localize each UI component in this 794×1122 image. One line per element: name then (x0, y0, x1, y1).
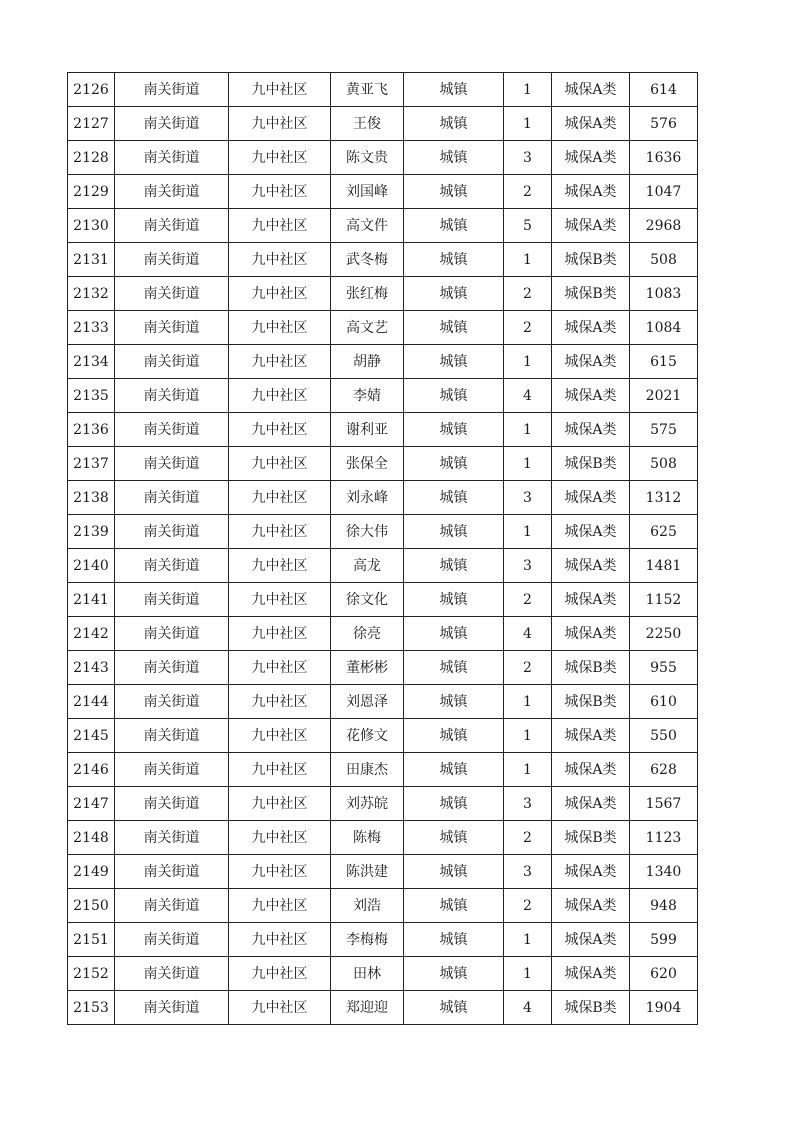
name-cell: 陈文贵 (331, 141, 404, 175)
area-type-cell: 城镇 (404, 651, 504, 685)
community-cell: 九中社区 (229, 991, 331, 1025)
table-row (68, 447, 698, 481)
table-row (68, 719, 698, 753)
household-size-cell: 1 (504, 957, 552, 991)
amount-cell: 614 (630, 73, 698, 107)
subdistrict-cell: 南关街道 (115, 651, 229, 685)
subdistrict-cell: 南关街道 (115, 957, 229, 991)
household-size-cell: 5 (504, 209, 552, 243)
category-cell: 城保A类 (552, 855, 630, 889)
row-number-cell: 2136 (68, 413, 115, 447)
amount-cell: 1340 (630, 855, 698, 889)
area-type-cell: 城镇 (404, 209, 504, 243)
name-cell: 王俊 (331, 107, 404, 141)
amount-cell: 628 (630, 753, 698, 787)
table-row (68, 991, 698, 1025)
community-cell: 九中社区 (229, 447, 331, 481)
name-cell: 刘恩泽 (331, 685, 404, 719)
name-cell: 黄亚飞 (331, 73, 404, 107)
table-row (68, 209, 698, 243)
name-cell: 胡静 (331, 345, 404, 379)
household-size-cell: 3 (504, 549, 552, 583)
amount-cell: 599 (630, 923, 698, 957)
household-size-cell: 2 (504, 311, 552, 345)
area-type-cell: 城镇 (404, 107, 504, 141)
row-number-cell: 2131 (68, 243, 115, 277)
category-cell: 城保A类 (552, 719, 630, 753)
name-cell: 董彬彬 (331, 651, 404, 685)
community-cell: 九中社区 (229, 753, 331, 787)
subdistrict-cell: 南关街道 (115, 787, 229, 821)
subdistrict-cell: 南关街道 (115, 243, 229, 277)
community-cell: 九中社区 (229, 175, 331, 209)
name-cell: 刘国峰 (331, 175, 404, 209)
subdistrict-cell: 南关街道 (115, 345, 229, 379)
subdistrict-cell: 南关街道 (115, 175, 229, 209)
table-row (68, 277, 698, 311)
subdistrict-cell: 南关街道 (115, 583, 229, 617)
amount-cell: 550 (630, 719, 698, 753)
name-cell: 刘苏皖 (331, 787, 404, 821)
community-cell: 九中社区 (229, 685, 331, 719)
community-cell: 九中社区 (229, 277, 331, 311)
community-cell: 九中社区 (229, 957, 331, 991)
amount-cell: 610 (630, 685, 698, 719)
amount-cell: 1047 (630, 175, 698, 209)
community-cell: 九中社区 (229, 617, 331, 651)
area-type-cell: 城镇 (404, 753, 504, 787)
amount-cell: 2968 (630, 209, 698, 243)
row-number-cell: 2141 (68, 583, 115, 617)
row-number-cell: 2126 (68, 73, 115, 107)
category-cell: 城保A类 (552, 175, 630, 209)
household-size-cell: 1 (504, 923, 552, 957)
area-type-cell: 城镇 (404, 855, 504, 889)
name-cell: 张红梅 (331, 277, 404, 311)
community-cell: 九中社区 (229, 481, 331, 515)
table-row (68, 549, 698, 583)
area-type-cell: 城镇 (404, 73, 504, 107)
table-row (68, 889, 698, 923)
area-type-cell: 城镇 (404, 345, 504, 379)
table-row (68, 651, 698, 685)
household-size-cell: 2 (504, 583, 552, 617)
amount-cell: 508 (630, 243, 698, 277)
category-cell: 城保A类 (552, 345, 630, 379)
household-size-cell: 1 (504, 413, 552, 447)
subdistrict-cell: 南关街道 (115, 107, 229, 141)
subdistrict-cell: 南关街道 (115, 549, 229, 583)
category-cell: 城保B类 (552, 991, 630, 1025)
category-cell: 城保B类 (552, 685, 630, 719)
area-type-cell: 城镇 (404, 277, 504, 311)
area-type-cell: 城镇 (404, 991, 504, 1025)
area-type-cell: 城镇 (404, 549, 504, 583)
category-cell: 城保B类 (552, 821, 630, 855)
household-size-cell: 1 (504, 73, 552, 107)
name-cell: 张保全 (331, 447, 404, 481)
area-type-cell: 城镇 (404, 617, 504, 651)
community-cell: 九中社区 (229, 243, 331, 277)
community-cell: 九中社区 (229, 855, 331, 889)
subdistrict-cell: 南关街道 (115, 379, 229, 413)
row-number-cell: 2149 (68, 855, 115, 889)
table-row (68, 583, 698, 617)
table-row (68, 515, 698, 549)
category-cell: 城保A类 (552, 311, 630, 345)
community-cell: 九中社区 (229, 583, 331, 617)
area-type-cell: 城镇 (404, 719, 504, 753)
category-cell: 城保A类 (552, 73, 630, 107)
table-row (68, 311, 698, 345)
household-size-cell: 1 (504, 719, 552, 753)
amount-cell: 2021 (630, 379, 698, 413)
table-row (68, 957, 698, 991)
category-cell: 城保A类 (552, 617, 630, 651)
community-cell: 九中社区 (229, 821, 331, 855)
household-size-cell: 3 (504, 855, 552, 889)
table-row (68, 753, 698, 787)
amount-cell: 1152 (630, 583, 698, 617)
subdistrict-cell: 南关街道 (115, 73, 229, 107)
row-number-cell: 2132 (68, 277, 115, 311)
data-table (67, 72, 698, 1025)
category-cell: 城保A类 (552, 107, 630, 141)
household-size-cell: 1 (504, 753, 552, 787)
community-cell: 九中社区 (229, 413, 331, 447)
category-cell: 城保A类 (552, 413, 630, 447)
row-number-cell: 2152 (68, 957, 115, 991)
amount-cell: 1481 (630, 549, 698, 583)
subdistrict-cell: 南关街道 (115, 821, 229, 855)
area-type-cell: 城镇 (404, 957, 504, 991)
amount-cell: 955 (630, 651, 698, 685)
area-type-cell: 城镇 (404, 685, 504, 719)
amount-cell: 625 (630, 515, 698, 549)
community-cell: 九中社区 (229, 73, 331, 107)
amount-cell: 2250 (630, 617, 698, 651)
name-cell: 徐文化 (331, 583, 404, 617)
table-row (68, 617, 698, 651)
household-size-cell: 1 (504, 107, 552, 141)
category-cell: 城保A类 (552, 549, 630, 583)
row-number-cell: 2137 (68, 447, 115, 481)
subdistrict-cell: 南关街道 (115, 991, 229, 1025)
subdistrict-cell: 南关街道 (115, 753, 229, 787)
community-cell: 九中社区 (229, 141, 331, 175)
category-cell: 城保A类 (552, 753, 630, 787)
area-type-cell: 城镇 (404, 583, 504, 617)
household-size-cell: 2 (504, 651, 552, 685)
row-number-cell: 2128 (68, 141, 115, 175)
row-number-cell: 2144 (68, 685, 115, 719)
row-number-cell: 2150 (68, 889, 115, 923)
amount-cell: 1904 (630, 991, 698, 1025)
name-cell: 李婧 (331, 379, 404, 413)
household-size-cell: 1 (504, 243, 552, 277)
household-size-cell: 4 (504, 379, 552, 413)
row-number-cell: 2153 (68, 991, 115, 1025)
subdistrict-cell: 南关街道 (115, 889, 229, 923)
household-size-cell: 2 (504, 175, 552, 209)
category-cell: 城保A类 (552, 583, 630, 617)
community-cell: 九中社区 (229, 787, 331, 821)
name-cell: 陈梅 (331, 821, 404, 855)
subdistrict-cell: 南关街道 (115, 413, 229, 447)
amount-cell: 508 (630, 447, 698, 481)
category-cell: 城保A类 (552, 957, 630, 991)
subdistrict-cell: 南关街道 (115, 447, 229, 481)
name-cell: 花修文 (331, 719, 404, 753)
amount-cell: 620 (630, 957, 698, 991)
subdistrict-cell: 南关街道 (115, 141, 229, 175)
row-number-cell: 2148 (68, 821, 115, 855)
household-size-cell: 4 (504, 617, 552, 651)
category-cell: 城保A类 (552, 209, 630, 243)
amount-cell: 615 (630, 345, 698, 379)
row-number-cell: 2146 (68, 753, 115, 787)
table-row (68, 141, 698, 175)
area-type-cell: 城镇 (404, 515, 504, 549)
row-number-cell: 2127 (68, 107, 115, 141)
subdistrict-cell: 南关街道 (115, 719, 229, 753)
subdistrict-cell: 南关街道 (115, 277, 229, 311)
row-number-cell: 2151 (68, 923, 115, 957)
row-number-cell: 2135 (68, 379, 115, 413)
community-cell: 九中社区 (229, 651, 331, 685)
table-row (68, 821, 698, 855)
area-type-cell: 城镇 (404, 413, 504, 447)
name-cell: 刘永峰 (331, 481, 404, 515)
community-cell: 九中社区 (229, 889, 331, 923)
row-number-cell: 2129 (68, 175, 115, 209)
row-number-cell: 2139 (68, 515, 115, 549)
name-cell: 高文艺 (331, 311, 404, 345)
area-type-cell: 城镇 (404, 787, 504, 821)
area-type-cell: 城镇 (404, 889, 504, 923)
area-type-cell: 城镇 (404, 141, 504, 175)
community-cell: 九中社区 (229, 209, 331, 243)
area-type-cell: 城镇 (404, 243, 504, 277)
table-row (68, 379, 698, 413)
amount-cell: 1084 (630, 311, 698, 345)
row-number-cell: 2133 (68, 311, 115, 345)
subdistrict-cell: 南关街道 (115, 311, 229, 345)
name-cell: 高文件 (331, 209, 404, 243)
household-size-cell: 1 (504, 685, 552, 719)
area-type-cell: 城镇 (404, 447, 504, 481)
name-cell: 谢利亚 (331, 413, 404, 447)
name-cell: 郑迎迎 (331, 991, 404, 1025)
category-cell: 城保A类 (552, 481, 630, 515)
household-size-cell: 1 (504, 345, 552, 379)
subdistrict-cell: 南关街道 (115, 855, 229, 889)
table-row (68, 345, 698, 379)
area-type-cell: 城镇 (404, 821, 504, 855)
household-size-cell: 2 (504, 277, 552, 311)
table-row (68, 787, 698, 821)
category-cell: 城保A类 (552, 889, 630, 923)
household-size-cell: 3 (504, 787, 552, 821)
subdistrict-cell: 南关街道 (115, 481, 229, 515)
row-number-cell: 2142 (68, 617, 115, 651)
table-row (68, 685, 698, 719)
name-cell: 高龙 (331, 549, 404, 583)
amount-cell: 1636 (630, 141, 698, 175)
area-type-cell: 城镇 (404, 175, 504, 209)
household-size-cell: 1 (504, 515, 552, 549)
table-row (68, 413, 698, 447)
name-cell: 田康杰 (331, 753, 404, 787)
category-cell: 城保A类 (552, 141, 630, 175)
area-type-cell: 城镇 (404, 481, 504, 515)
amount-cell: 575 (630, 413, 698, 447)
community-cell: 九中社区 (229, 549, 331, 583)
household-size-cell: 2 (504, 889, 552, 923)
table-row (68, 243, 698, 277)
category-cell: 城保B类 (552, 651, 630, 685)
amount-cell: 1083 (630, 277, 698, 311)
category-cell: 城保B类 (552, 277, 630, 311)
table-row (68, 73, 698, 107)
area-type-cell: 城镇 (404, 311, 504, 345)
community-cell: 九中社区 (229, 379, 331, 413)
table-row (68, 923, 698, 957)
household-size-cell: 2 (504, 821, 552, 855)
category-cell: 城保A类 (552, 787, 630, 821)
name-cell: 徐亮 (331, 617, 404, 651)
household-size-cell: 4 (504, 991, 552, 1025)
row-number-cell: 2130 (68, 209, 115, 243)
community-cell: 九中社区 (229, 345, 331, 379)
category-cell: 城保B类 (552, 243, 630, 277)
name-cell: 刘浩 (331, 889, 404, 923)
row-number-cell: 2145 (68, 719, 115, 753)
table-row (68, 107, 698, 141)
household-size-cell: 3 (504, 141, 552, 175)
table-row (68, 175, 698, 209)
subdistrict-cell: 南关街道 (115, 685, 229, 719)
name-cell: 陈洪建 (331, 855, 404, 889)
row-number-cell: 2143 (68, 651, 115, 685)
name-cell: 徐大伟 (331, 515, 404, 549)
category-cell: 城保A类 (552, 515, 630, 549)
table-body (68, 73, 698, 1025)
name-cell: 武冬梅 (331, 243, 404, 277)
amount-cell: 1312 (630, 481, 698, 515)
subdistrict-cell: 南关街道 (115, 923, 229, 957)
household-size-cell: 3 (504, 481, 552, 515)
subdistrict-cell: 南关街道 (115, 515, 229, 549)
area-type-cell: 城镇 (404, 379, 504, 413)
row-number-cell: 2147 (68, 787, 115, 821)
amount-cell: 576 (630, 107, 698, 141)
category-cell: 城保A类 (552, 379, 630, 413)
amount-cell: 1123 (630, 821, 698, 855)
area-type-cell: 城镇 (404, 923, 504, 957)
category-cell: 城保B类 (552, 447, 630, 481)
amount-cell: 1567 (630, 787, 698, 821)
category-cell: 城保A类 (552, 923, 630, 957)
name-cell: 田林 (331, 957, 404, 991)
community-cell: 九中社区 (229, 107, 331, 141)
table-row (68, 481, 698, 515)
amount-cell: 948 (630, 889, 698, 923)
household-size-cell: 1 (504, 447, 552, 481)
row-number-cell: 2140 (68, 549, 115, 583)
community-cell: 九中社区 (229, 311, 331, 345)
row-number-cell: 2138 (68, 481, 115, 515)
community-cell: 九中社区 (229, 719, 331, 753)
row-number-cell: 2134 (68, 345, 115, 379)
subdistrict-cell: 南关街道 (115, 617, 229, 651)
community-cell: 九中社区 (229, 923, 331, 957)
table-row (68, 855, 698, 889)
name-cell: 李梅梅 (331, 923, 404, 957)
subdistrict-cell: 南关街道 (115, 209, 229, 243)
community-cell: 九中社区 (229, 515, 331, 549)
